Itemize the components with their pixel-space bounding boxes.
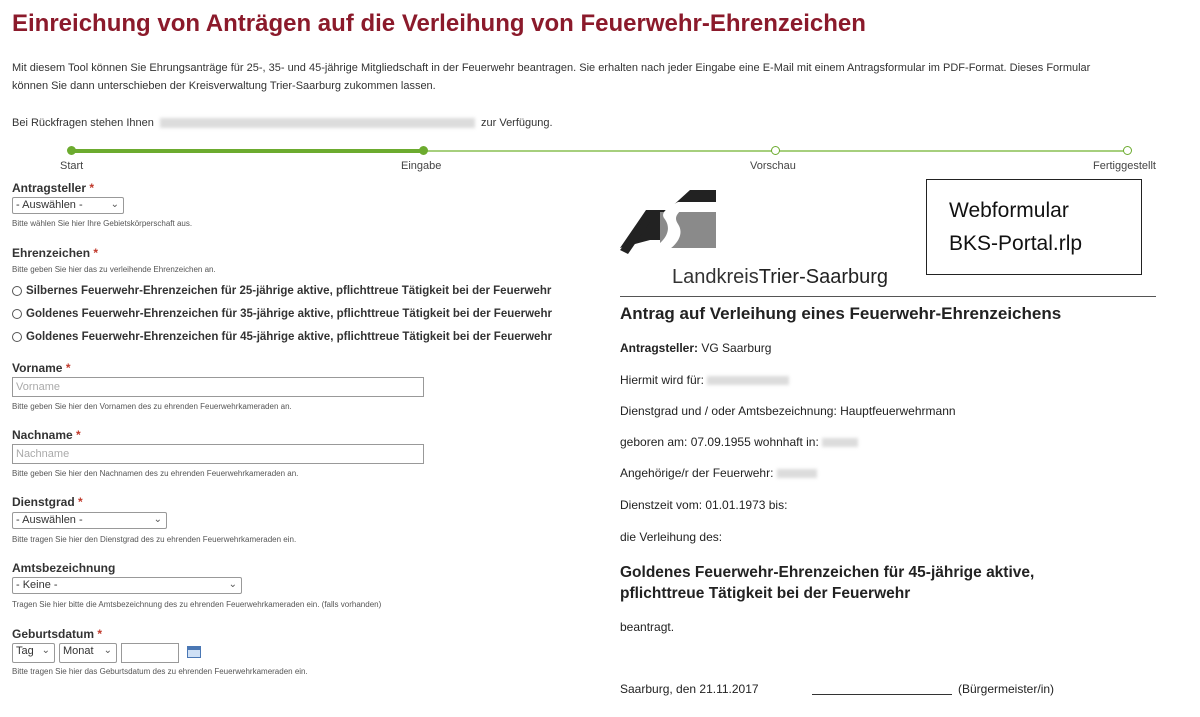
- contact-suffix: zur Verfügung.: [481, 117, 553, 129]
- progress-step-dot-eingabe: [419, 146, 428, 155]
- antragsteller-hint: Bitte wählen Sie hier Ihre Gebietskörperschaft aus.: [12, 219, 193, 228]
- vorname-hint: Bitte geben Sie hier den Vornamen des zu ehrenden Feuerwehrkameraden an.: [12, 402, 292, 411]
- geburtsdatum-label: Geburtsdatum *: [12, 627, 103, 641]
- intro-text-line-1: Mit diesem Tool können Sie Ehrungsanträge für 25-, 35- und 45-jährige Mitgliedschaft in der Feuerwehr beantragen. Sie erhalten nach jeder Eingabe eine E-Mail mit einem Antragsformular im PDF-Format. Dieses Formular: [12, 62, 1091, 74]
- pdf-heading: Antrag auf Verleihung eines Feuerwehr-Ehrenzeichens: [620, 304, 1062, 323]
- pdf-place-date: Saarburg, den 21.11.2017: [620, 682, 759, 696]
- chevron-down-icon: ⌄: [110, 199, 119, 210]
- vorname-label: Vorname *: [12, 361, 71, 375]
- geburtsdatum-day-select[interactable]: Tag ⌄: [12, 643, 55, 663]
- callout-line-2: BKS-Portal.rlp: [949, 232, 1083, 255]
- ehrenzeichen-label: Ehrenzeichen *: [12, 246, 99, 260]
- radio-button[interactable]: [12, 309, 22, 319]
- pdf-verleihung: die Verleihung des:: [620, 530, 723, 544]
- landkreis-logo-text: LandkreisTrier-Saarburg: [672, 266, 889, 288]
- pdf-angehoerige: Angehörige/r der Feuerwehr:: [620, 466, 817, 480]
- pdf-divider: [620, 296, 1156, 297]
- calendar-icon[interactable]: [187, 646, 201, 658]
- amtsbezeichnung-hint: Tragen Sie hier bitte die Amtsbezeichnung des zu ehrenden Feuerwehrkameraden ein. (falls vorhanden): [12, 600, 382, 609]
- dienstgrad-label: Dienstgrad *: [12, 495, 83, 509]
- nachname-label: Nachname *: [12, 428, 81, 442]
- progress-step-dot-start: [67, 146, 76, 155]
- callout-box: [926, 179, 1142, 275]
- progress-bar-completed: [70, 149, 425, 153]
- geburtsdatum-year-input[interactable]: [121, 643, 179, 663]
- chevron-down-icon: ⌄: [103, 645, 112, 656]
- progress-step-dot-fertiggestellt: [1123, 146, 1132, 155]
- pdf-geboren: geboren am: 07.09.1955 wohnhaft in:: [620, 435, 858, 449]
- ehrenzeichen-hint: Bitte geben Sie hier das zu verleihende Ehrenzeichen an.: [12, 265, 216, 274]
- callout-line-1: Webformular: [949, 199, 1069, 222]
- radio-button[interactable]: [12, 332, 22, 342]
- antragsteller-label: Antragsteller *: [12, 181, 95, 195]
- ehrenzeichen-option-gold-45[interactable]: Goldenes Feuerwehr-Ehrenzeichen für 45-jährige aktive, pflichttreue Tätigkeit bei der Feuerwehr: [12, 331, 552, 343]
- progress-step-start: Start: [60, 160, 84, 172]
- redacted-name: [707, 376, 789, 385]
- ehrenzeichen-option-silber-25[interactable]: Silbernes Feuerwehr-Ehrenzeichen für 25-jährige aktive, pflichttreue Tätigkeit bei der Feuerwehr: [12, 285, 551, 297]
- redacted-wohnort: [822, 438, 858, 447]
- dienstgrad-select[interactable]: - Auswählen - ⌄: [12, 512, 167, 529]
- chevron-down-icon: ⌄: [153, 514, 162, 525]
- contact-prefix: Bei Rückfragen stehen Ihnen: [12, 117, 154, 129]
- ehrenzeichen-option-gold-35[interactable]: Goldenes Feuerwehr-Ehrenzeichen für 35-jährige aktive, pflichttreue Tätigkeit bei der Feuerwehr: [12, 308, 552, 320]
- amtsbezeichnung-select[interactable]: - Keine - ⌄: [12, 577, 242, 594]
- vorname-input[interactable]: Vorname: [12, 377, 424, 397]
- pdf-beantragt: beantragt.: [620, 620, 675, 634]
- intro-text-line-2: können Sie dann unterschieben der Kreisverwaltung Trier-Saarburg zukommen lassen.: [12, 80, 436, 92]
- pdf-dienstzeit: Dienstzeit vom: 01.01.1973 bis:: [620, 498, 788, 512]
- nachname-hint: Bitte geben Sie hier den Nachnamen des zu ehrenden Feuerwehrkameraden an.: [12, 469, 299, 478]
- chevron-down-icon: ⌄: [228, 579, 237, 590]
- radio-button[interactable]: [12, 286, 22, 296]
- dienstgrad-hint: Bitte tragen Sie hier den Dienstgrad des zu ehrenden Feuerwehrkameraden ein.: [12, 535, 297, 544]
- pdf-hiermit: Hiermit wird für:: [620, 373, 789, 387]
- signature-line: [812, 694, 952, 695]
- redacted-contact: [160, 118, 475, 128]
- chevron-down-icon: ⌄: [41, 645, 50, 656]
- nachname-input[interactable]: Nachname: [12, 444, 424, 464]
- progress-step-eingabe: Eingabe: [401, 160, 442, 172]
- redacted-feuerwehr: [777, 469, 817, 478]
- pdf-award-name: Goldenes Feuerwehr-Ehrenzeichen für 45-jährige aktive, pflichttreue Tätigkeit bei der Feuerwehr: [620, 564, 1035, 602]
- antragsteller-select[interactable]: - Auswählen - ⌄: [12, 197, 124, 214]
- amtsbezeichnung-label: Amtsbezeichnung: [12, 561, 116, 575]
- geburtsdatum-hint: Bitte tragen Sie hier das Geburtsdatum des zu ehrenden Feuerwehrkameraden ein.: [12, 667, 308, 676]
- pdf-antragsteller: Antragsteller: VG Saarburg: [620, 341, 772, 355]
- pdf-signature-label: (Bürgermeister/in): [958, 682, 1055, 696]
- progress-step-fertiggestellt: Fertiggestellt: [1093, 160, 1156, 172]
- pdf-dienstgrad: Dienstgrad und / oder Amtsbezeichnung: Hauptfeuerwehrmann: [620, 404, 956, 418]
- progress-step-dot-vorschau: [771, 146, 780, 155]
- geburtsdatum-month-select[interactable]: Monat ⌄: [59, 643, 117, 663]
- page-title: Einreichung von Anträgen auf die Verleihung von Feuerwehr-Ehrenzeichen: [12, 10, 866, 37]
- landkreis-logo-icon: [620, 188, 716, 260]
- progress-step-vorschau: Vorschau: [750, 160, 796, 172]
- contact-text: [12, 117, 553, 129]
